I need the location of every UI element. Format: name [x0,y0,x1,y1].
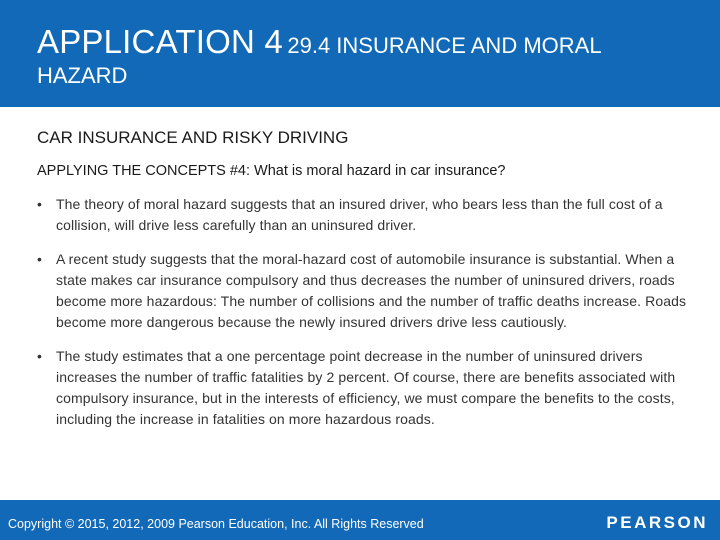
bullet-icon: • [37,251,43,267]
section-title: CAR INSURANCE AND RISKY DRIVING [37,128,349,147]
bullet-icon: • [37,348,43,364]
bullet-text: The study estimates that a one percentage point decrease in the number of uninsured drivers increases the number of traffic fatalities by 2 percent. Of course, there are benefits associated with compulsory insurance, but in the interests of efficiency, we must compare the benefits to the costs, including the increase in fatalities on more hazardous roads. [56,348,676,427]
slide-footer [0,500,720,540]
bullet-item [37,346,687,430]
bullet-item [37,194,687,236]
concept-question: APPLYING THE CONCEPTS #4: What is moral hazard in car insurance? [37,163,506,179]
title-part-1: 29.4 INSURANCE AND MORAL [287,33,602,58]
bullet-item [37,249,687,333]
bullet-list [37,194,687,443]
application-label: APPLICATION 4 [37,23,283,60]
copyright-text: Copyright © 2015, 2012, 2009 Pearson Education, Inc. All Rights Reserved [8,517,424,531]
bullet-icon: • [37,196,43,212]
title-part-2: HAZARD [37,63,128,88]
bullet-text: A recent study suggests that the moral-hazard cost of automobile insurance is substantial. When a state makes car insurance compulsory and thus decreases the number of uninsured drivers, roads become more hazardous: The number of collisions and the number of traffic deaths increase. Roads become more dangerous because the newly insured drivers drive less cautiously. [56,251,687,330]
slide-title [37,22,697,69]
slide-header [0,0,720,107]
pearson-logo: PEARSON [606,513,708,532]
bullet-text: The theory of moral hazard suggests that an insured driver, who bears less than the full cost of a collision, will drive less carefully than an uninsured driver. [56,196,663,233]
